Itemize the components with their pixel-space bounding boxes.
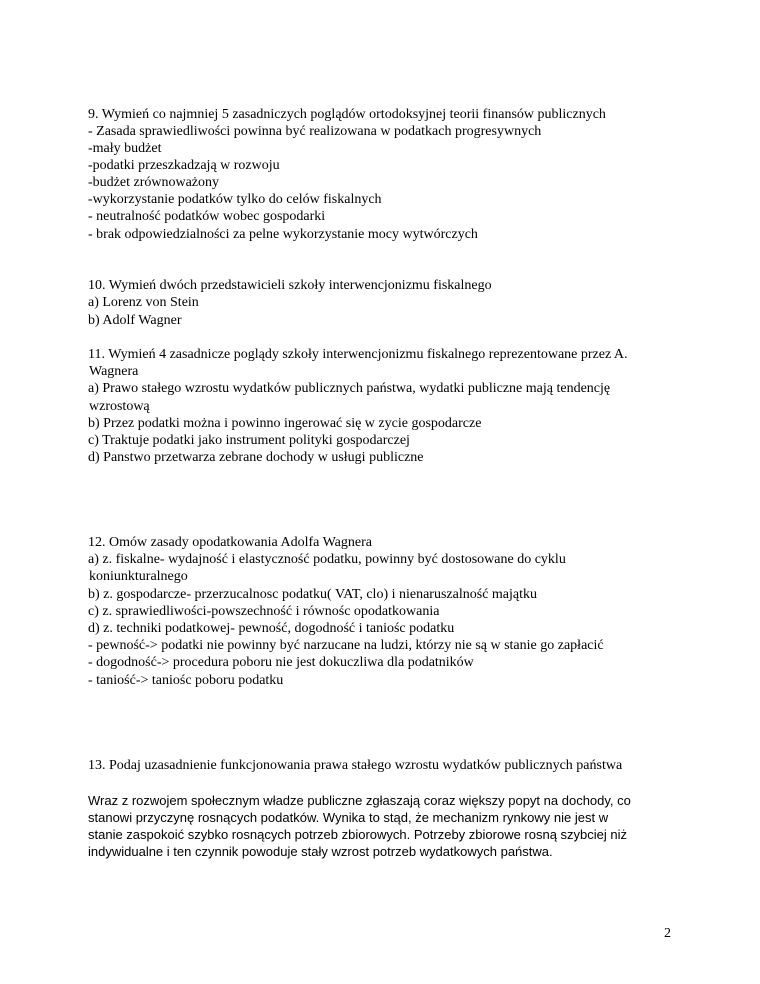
q9-title: 9. Wymień co najmniej 5 zasadniczych poglądów ortodoksyjnej teorii finansów publicznych [88, 107, 606, 122]
q11-title: 11. Wymień 4 zasadnicze poglądy szkoły interwencjonizmu fiskalnego reprezentowane przez A. [88, 347, 628, 362]
q13-answer-line: indywidualne i ten czynnik powoduje stały wzrost potrzeb wydatkowych państwa. [88, 844, 553, 859]
q12-item: c) z. sprawiedliwości-powszechność i równośc opodatkowania [88, 604, 440, 619]
q13-answer-line: stanowi przyczynę rosnących podatków. Wynika to stąd, że mechanizm rynkowy nie jest w [88, 810, 609, 825]
q13-answer-line: stanie zaspokoić szybko rosnących potrzeb zbiorowych. Potrzeby zbiorowe rosną szybciej niż [88, 827, 628, 842]
q12-item-continued: koniunkturalnego [89, 569, 188, 584]
q11-item: a) Prawo stałego wzrostu wydatków publicznych państwa, wydatki publiczne mają tendencję [88, 381, 611, 396]
q13-answer-line: Wraz z rozwojem społecznym władze publiczne zgłaszają coraz większy popyt na dochody, co [88, 793, 631, 808]
q12-item: d) z. techniki podatkowej- pewność, dogodność i taniośc podatku [88, 621, 455, 636]
q9-item: -wykorzystanie podatków tylko do celów fiskalnych [88, 192, 382, 207]
q13-title: 13. Podaj uzasadnienie funkcjonowania prawa stałego wzrostu wydatków publicznych państwa [88, 758, 623, 773]
q10-item: a) Lorenz von Stein [88, 295, 199, 310]
q12-item: a) z. fiskalne- wydajność i elastyczność podatku, powinny być dostosowane do cyklu [88, 552, 566, 567]
q12-item: b) z. gospodarcze- przerzucalnosc podatku( VAT, clo) i nienaruszalność majątku [88, 587, 537, 602]
page-number: 2 [664, 926, 671, 941]
q10-title: 10. Wymień dwóch przedstawicieli szkoły interwencjonizmu fiskalnego [88, 278, 492, 293]
q9-item: - brak odpowiedzialności za pelne wykorzystanie mocy wytwórczych [88, 227, 478, 242]
q9-item: -podatki przeszkadzają w rozwoju [88, 158, 280, 173]
q9-item: -mały budżet [88, 141, 162, 156]
q12-item: - taniość-> taniośc poboru podatku [88, 673, 284, 688]
q12-title: 12. Omów zasady opodatkowania Adolfa Wagnera [88, 535, 372, 550]
q12-item: - pewność-> podatki nie powinny być narzucane na ludzi, którzy nie są w stanie go zapłacić [88, 638, 604, 653]
q12-item: - dogodność-> procedura poboru nie jest dokuczliwa dla podatników [88, 655, 474, 670]
q11-item: d) Panstwo przetwarza zebrane dochody w usługi publiczne [88, 450, 424, 465]
q9-item: - neutralność podatków wobec gospodarki [88, 209, 326, 224]
q11-item: c) Traktuje podatki jako instrument polityki gospodarczej [88, 433, 410, 448]
q9-item: -budżet zrównoważony [88, 175, 220, 190]
q11-item: b) Przez podatki można i powinno ingerować się w zycie gospodarcze [88, 416, 482, 431]
q11-title-continued: Wagnera [89, 364, 139, 379]
q10-item: b) Adolf Wagner [88, 313, 182, 328]
q11-item-continued: wzrostową [89, 399, 150, 414]
q9-item: - Zasada sprawiedliwości powinna być realizowana w podatkach progresywnych [88, 124, 542, 139]
